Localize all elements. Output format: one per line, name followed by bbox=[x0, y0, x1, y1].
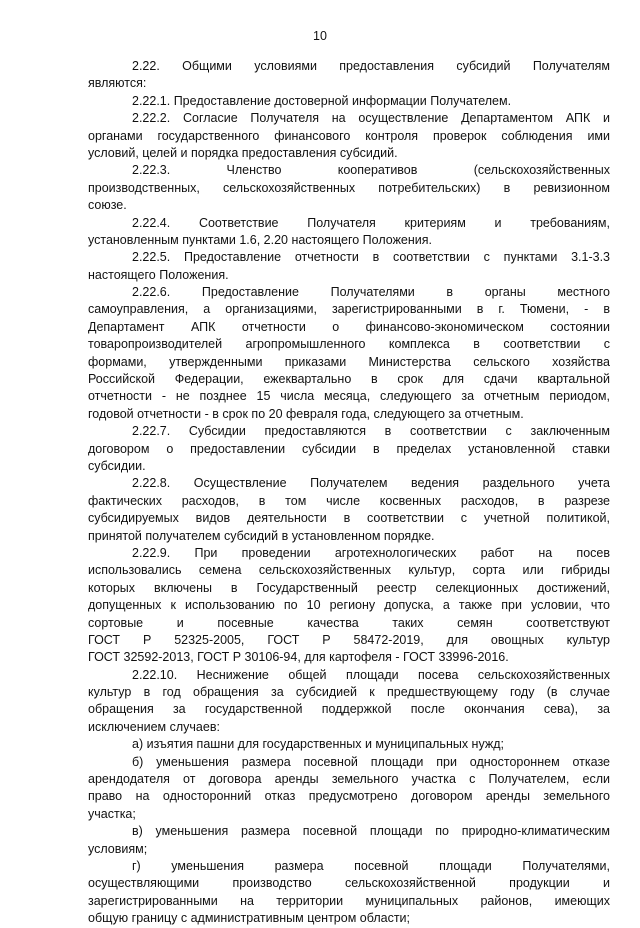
text-line: обращения за государственной поддержкой после окончания сева), за bbox=[88, 702, 610, 717]
text-line: самоуправления, а организациями, зарегистрированными в г. Тюмени, - в bbox=[88, 302, 610, 317]
text-line: сортовые и посевные качества таких семян соответствуют bbox=[88, 615, 610, 630]
text-line: субсидии. bbox=[88, 458, 146, 473]
text-line: 2.22.6. Предоставление Получателями в органы местного bbox=[132, 285, 610, 300]
text-line: принятой получателем субсидий в установленном порядке. bbox=[88, 528, 435, 543]
text-line: установленным пунктами 1.6, 2.20 настоящего Положения. bbox=[88, 232, 433, 247]
text-line: фактических расходов, в том числе косвенных расходов, в разрезе bbox=[88, 493, 610, 508]
text-line: условиям; bbox=[88, 841, 148, 856]
text-line: допущенных к использованию по 10 региону допуска, а также при условии, что bbox=[88, 598, 610, 613]
text-line: общую границу с административным центром области; bbox=[88, 911, 410, 926]
text-line: 2.22.8. Осуществление Получателем ведения раздельного учета bbox=[132, 476, 610, 491]
text-line: 2.22.3. Членство кооперативов (сельскохозяйственных bbox=[132, 163, 610, 178]
text-line: которых включены в Государственный реестр селекционных достижений, bbox=[88, 580, 610, 595]
paragraph-item-g bbox=[88, 858, 610, 928]
text-line: осуществляющими производство сельскохозяйственной продукции и bbox=[88, 876, 610, 891]
text-line: 2.22.9. При проведении агротехнологических работ на посев bbox=[132, 545, 610, 560]
paragraph-2-22-1 bbox=[88, 93, 610, 110]
paragraph-2-22-9 bbox=[88, 545, 610, 667]
text-line: Российской Федерации, ежеквартально в срок для сдачи квартальной bbox=[88, 372, 610, 387]
text-line: использовались семена сельскохозяйственных культур, сорта или гибриды bbox=[88, 563, 610, 578]
paragraph-2-22-7 bbox=[88, 423, 610, 475]
text-line: 2.22.10. Неснижение общей площади посева сельскохозяйственных bbox=[132, 667, 610, 682]
paragraph-2-22-2 bbox=[88, 110, 610, 162]
paragraph-item-v bbox=[88, 823, 610, 858]
text-line: договором о предоставлении субсидии в пределах установленной ставки bbox=[88, 441, 610, 456]
text-line: отчетности - не позднее 15 числа месяца, следующего за отчетным периодом, bbox=[88, 389, 610, 404]
paragraph-item-a bbox=[88, 736, 610, 753]
text-line: в) уменьшения размера посевной площади по природно-климатическим bbox=[132, 824, 610, 839]
text-line: 2.22.4. Соответствие Получателя критериям и требованиям, bbox=[132, 215, 610, 230]
text-line: культур в год обращения за субсидией к предшествующему году (в случае bbox=[88, 685, 610, 700]
paragraph-2-22-10 bbox=[88, 667, 610, 737]
paragraph-2-22-6 bbox=[88, 284, 610, 423]
text-line: субсидируемых видов деятельности в соответствии с учетной политикой, bbox=[88, 511, 610, 526]
text-line: формами, утвержденными приказами Министерства сельского хозяйства bbox=[88, 354, 610, 369]
text-line: б) уменьшения размера посевной площади при одностороннем отказе bbox=[132, 754, 610, 769]
text-line: ГОСТ 32592-2013, ГОСТ Р 30106-94, для картофеля - ГОСТ 33996-2016. bbox=[88, 650, 509, 665]
text-line: союзе. bbox=[88, 198, 127, 213]
page-number: 10 bbox=[313, 29, 327, 43]
text-line: 2.22. Общими условиями предоставления субсидий Получателям bbox=[132, 59, 610, 73]
document-body bbox=[88, 58, 610, 928]
text-line: являются: bbox=[88, 76, 147, 91]
paragraph-item-b bbox=[88, 754, 610, 824]
text-line: 2.22.2. Согласие Получателя на осуществление Департаментом АПК и bbox=[132, 111, 610, 126]
text-line: 2.22.7. Субсидии предоставляются в соответствии с заключенным bbox=[132, 424, 610, 439]
text-line: 2.22.1. Предоставление достоверной информации Получателем. bbox=[132, 93, 512, 108]
paragraph-2-22 bbox=[88, 58, 610, 93]
text-line: производственных, сельскохозяйственных потребительских) в ревизионном bbox=[88, 180, 610, 195]
text-line: а) изъятия пашни для государственных и муниципальных нужд; bbox=[132, 737, 504, 752]
text-line: г) уменьшения размера посевной площади Получателями, bbox=[132, 858, 610, 873]
text-line: товаропроизводителей агропромышленного комплекса в соответствии с bbox=[88, 337, 610, 352]
text-line: органами государственного финансового контроля проверок соблюдения ими bbox=[88, 128, 610, 143]
text-line: право на односторонний отказ предусмотрено договором аренды земельного bbox=[88, 789, 610, 804]
text-line: исключением случаев: bbox=[88, 719, 220, 734]
text-line: условий, целей и порядка предоставления субсидий. bbox=[88, 145, 398, 160]
text-line: годовой отчетности - в срок по 20 февраля года, следующего за отчетным. bbox=[88, 406, 524, 421]
text-line: ГОСТ Р 52325-2005, ГОСТ Р 58472-2019, для овощных культур bbox=[88, 632, 610, 647]
text-line: арендодателя от договора аренды земельного участка с Получателем, если bbox=[88, 772, 610, 787]
paragraph-2-22-3 bbox=[88, 162, 610, 214]
text-line: 2.22.5. Предоставление отчетности в соответствии с пунктами 3.1-3.3 bbox=[132, 250, 610, 265]
text-line: настоящего Положения. bbox=[88, 267, 229, 282]
text-line: Департамент АПК отчетности о финансово-экономическом состоянии bbox=[88, 319, 610, 334]
text-line: зарегистрированными на территории муниципальных районов, имеющих bbox=[88, 893, 610, 908]
text-line: участка; bbox=[88, 806, 136, 821]
paragraph-2-22-4 bbox=[88, 215, 610, 250]
paragraph-2-22-5 bbox=[88, 249, 610, 284]
paragraph-2-22-8 bbox=[88, 475, 610, 545]
